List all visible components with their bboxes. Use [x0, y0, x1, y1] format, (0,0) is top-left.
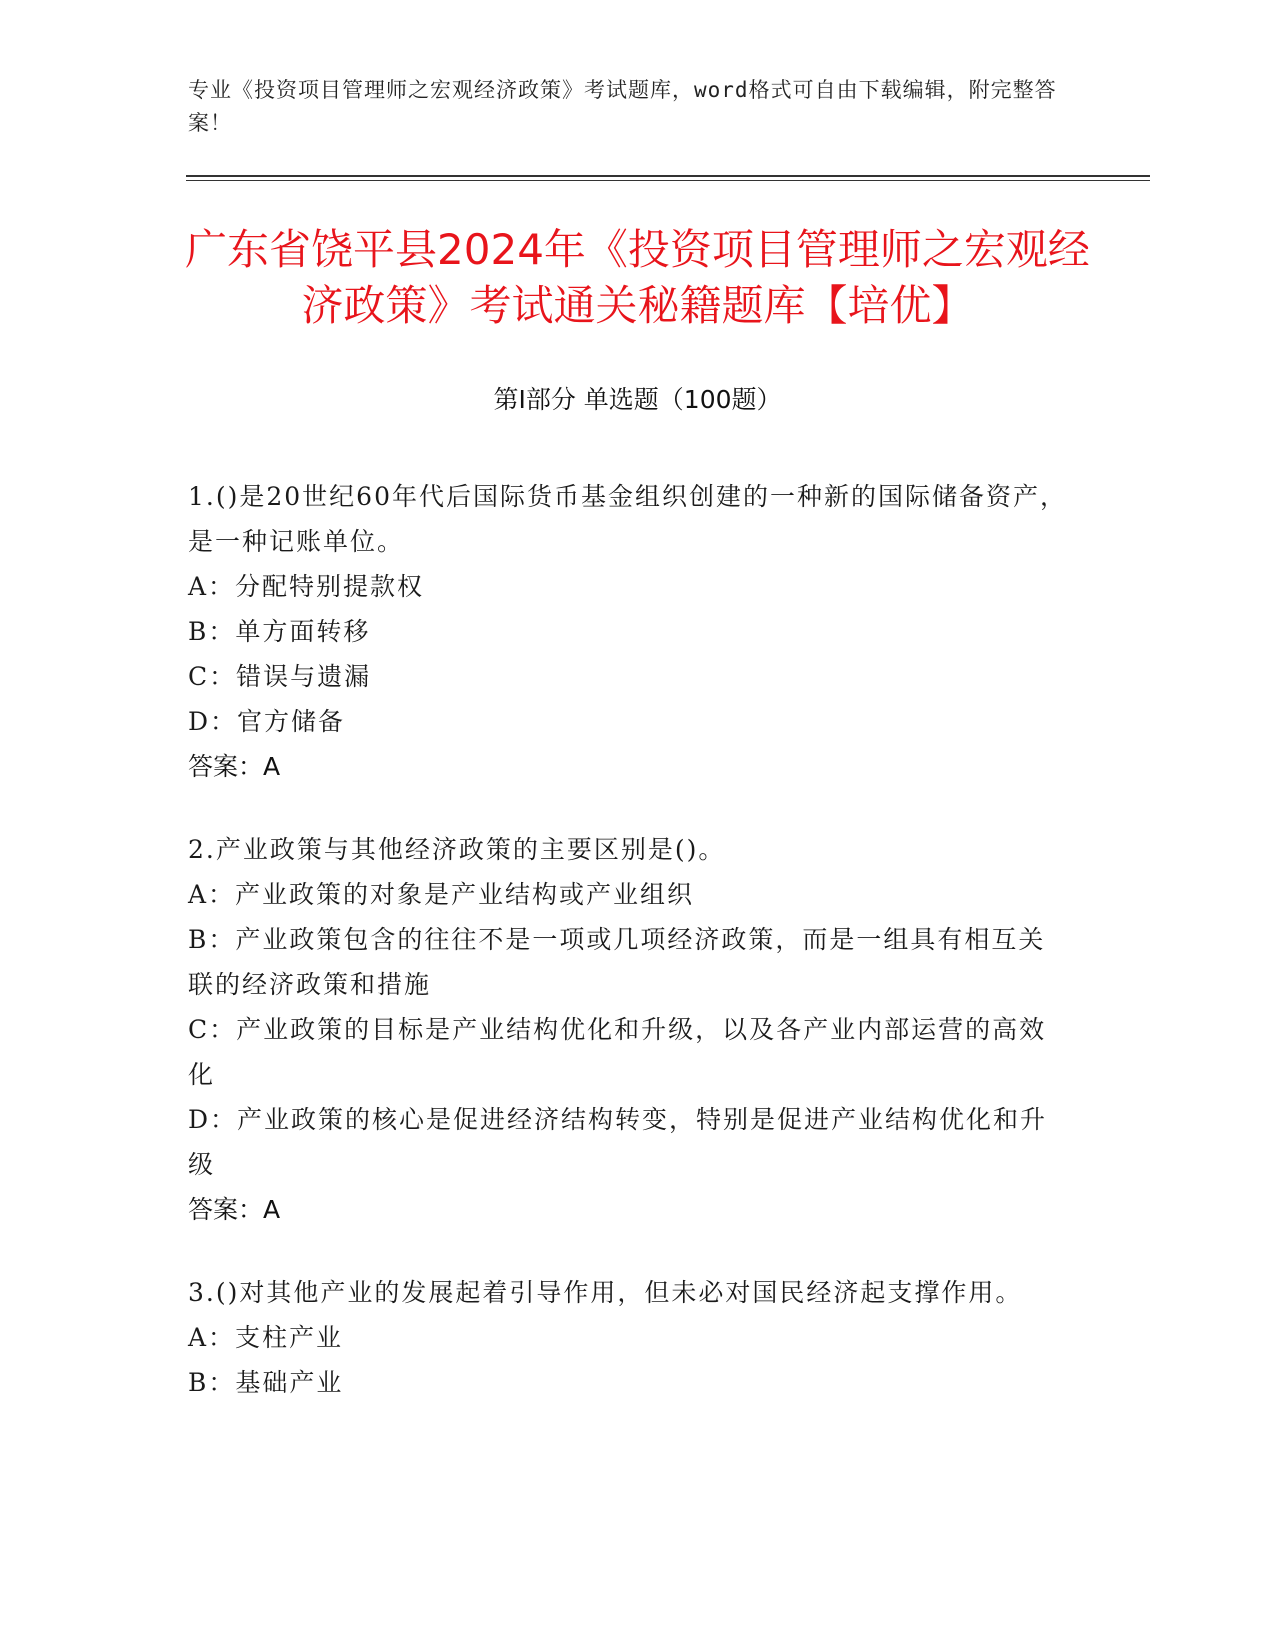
question-item: [188, 1270, 1068, 1405]
answer-label: 答案：: [188, 752, 264, 781]
option-d: D：官方储备: [188, 707, 346, 736]
question-stem: 1.()是20世纪60年代后国际货币基金组织创建的一种新的国际储备资产，是一种记账单位。: [188, 482, 1067, 556]
option-b: B：基础产业: [188, 1368, 344, 1397]
header-divider-thin: [186, 180, 1150, 181]
document-title: 广东省饶平县2024年《投资项目管理师之宏观经济政策》考试通关秘籍题库【培优】: [185, 225, 1090, 330]
section-heading: 第Ⅰ部分 单选题（100题）: [493, 385, 782, 414]
option-d: D：产业政策的核心是促进经济结构转变，特别是促进产业结构优化和升级: [188, 1105, 1048, 1179]
option-b: B：产业政策包含的往往不是一项或几项经济政策，而是一组具有相互关联的经济政策和措施: [188, 925, 1046, 999]
option-b: B：单方面转移: [188, 617, 371, 646]
answer-value: A: [263, 1195, 281, 1224]
answer-label: 答案：: [188, 1195, 264, 1224]
option-a: A：支柱产业: [188, 1323, 344, 1352]
answer-line: [188, 1187, 1068, 1232]
option-a: A：分配特别提款权: [188, 572, 425, 601]
question-item: [188, 474, 1068, 789]
question-list: [188, 474, 1068, 1443]
header-note: 专业《投资项目管理师之宏观经济政策》考试题库，word格式可自由下载编辑，附完整答案！: [188, 78, 1057, 135]
question-stem: 2.产业政策与其他经济政策的主要区别是()。: [188, 835, 726, 864]
answer-value: A: [263, 752, 281, 781]
option-c: C：产业政策的目标是产业结构优化和升级，以及各产业内部运营的高效化: [188, 1015, 1047, 1089]
answer-line: [188, 744, 1068, 789]
question-stem: 3.()对其他产业的发展起着引导作用，但未必对国民经济起支撑作用。: [188, 1278, 1023, 1307]
option-c: C：错误与遗漏: [188, 662, 372, 691]
header-divider-thick: [186, 175, 1150, 177]
question-item: [188, 827, 1068, 1232]
option-a: A：产业政策的对象是产业结构或产业组织: [188, 880, 695, 909]
